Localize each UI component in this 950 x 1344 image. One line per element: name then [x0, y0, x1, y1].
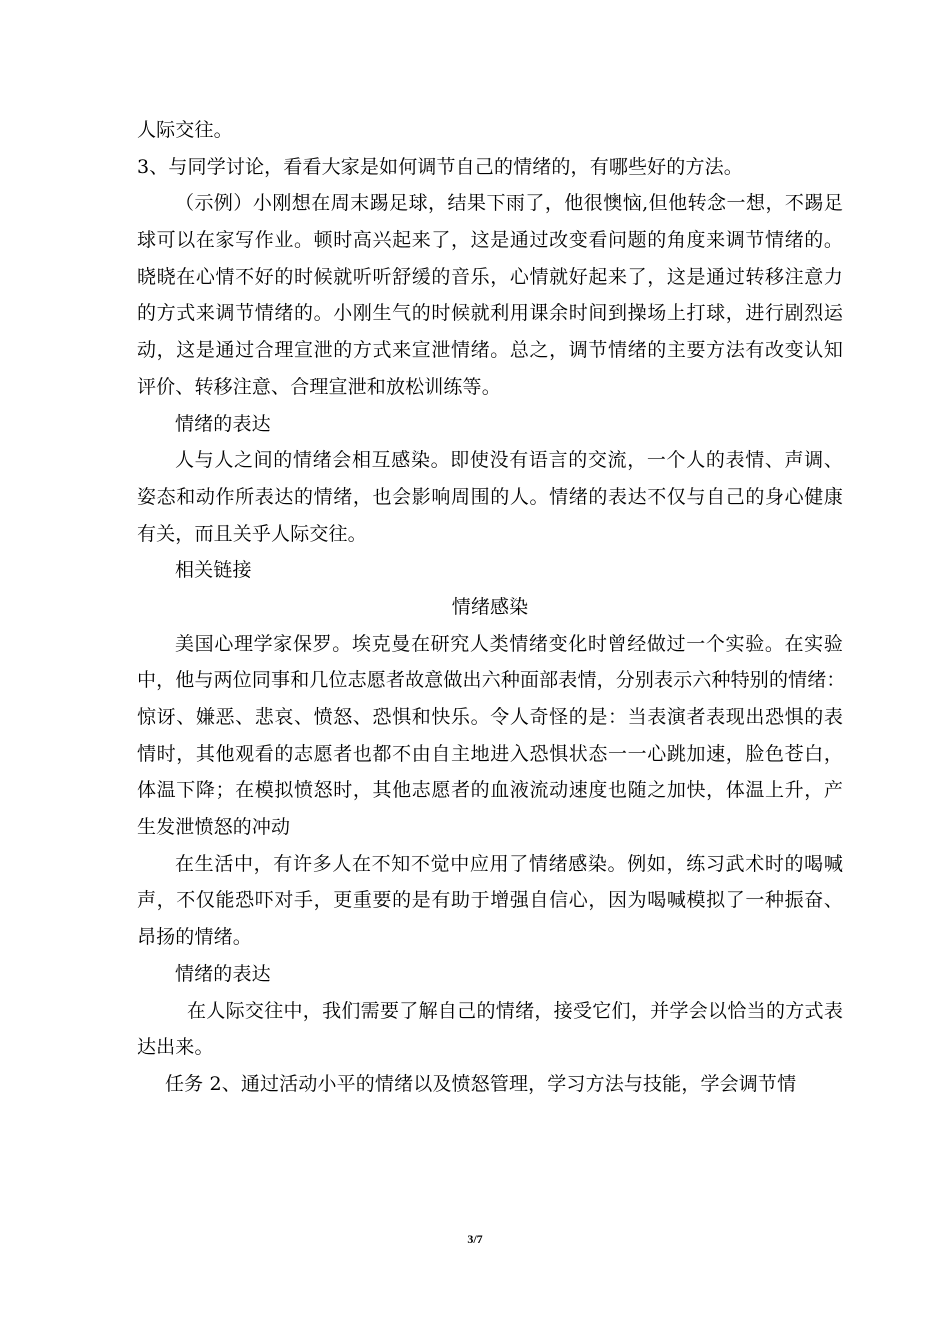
sidebar-title: 情绪感染 — [451, 595, 529, 618]
example-line: （示例）小刚想在周末踢足球，结果下雨了，他很懊恼,但他转念一想，不踢足 — [175, 192, 843, 215]
section-heading: 相关链接 — [175, 559, 252, 582]
example-line: 的方式来调节情绪的。小刚生气的时候就利用课余时间到操场上打球，进行剧烈运 — [137, 302, 843, 325]
paragraph-line: 中，他与两位同事和几位志愿者故意做出六种面部表情，分别表示六种特别的情绪： — [137, 669, 846, 692]
section-heading: 情绪的表达 — [175, 412, 271, 435]
task-line: 任务 2、通过活动小平的情绪以及愤怒管理，学习方法与技能，学会调节情 — [165, 1072, 797, 1095]
paragraph-line: 体温下降；在模拟愤怒时，其他志愿者的血液流动速度也随之加快，体温上升，产 — [137, 779, 843, 802]
example-line: 晓晓在心情不好的时候就听听舒缓的音乐，心情就好起来了，这是通过转移注意力 — [137, 265, 843, 288]
example-line: 动，这是通过合理宣泄的方式来宣泄情绪。总之，调节情绪的主要方法有改变认知 — [137, 339, 843, 362]
paragraph-line: 达出来。 — [137, 1036, 214, 1059]
page-number: 3/7 — [467, 1232, 483, 1246]
paragraph-line: 人际交往。 — [137, 119, 233, 141]
paragraph-line: 情时，其他观看的志愿者也都不由自主地进入恐惧状态一一心跳加速，脸色苍白， — [137, 742, 843, 765]
example-line: 评价、转移注意、合理宣泄和放松训练等。 — [137, 375, 501, 398]
paragraph-line: 人与人之间的情绪会相互感染。即使没有语言的交流，一个人的表情、声调、 — [175, 449, 843, 472]
example-line: 球可以在家写作业。顿时高兴起来了，这是通过改变看问题的角度来调节情绪的。 — [137, 229, 843, 252]
paragraph-line: 在人际交往中，我们需要了解自己的情绪，接受它们，并学会以恰当的方式表 — [187, 999, 843, 1022]
paragraph-line: 美国心理学家保罗。埃克曼在研究人类情绪变化时曾经做过一个实验。在实验 — [175, 632, 843, 655]
paragraph-line: 生发泄愤怒的冲动 — [137, 816, 291, 839]
paragraph-line: 姿态和动作所表达的情绪，也会影响周围的人。情绪的表达不仅与自己的身心健康 — [137, 485, 843, 508]
section-heading: 情绪的表达 — [175, 962, 271, 985]
paragraph-line: 有关，而且关乎人际交往。 — [137, 522, 367, 545]
document-body — [137, 112, 846, 1103]
paragraph-line: 昂扬的情绪。 — [137, 926, 252, 949]
paragraph-line: 声，不仅能恐吓对手，更重要的是有助于增强自信心，因为喝喊模拟了一种振奋、 — [137, 889, 843, 912]
paragraph-line: 在生活中，有许多人在不知不觉中应用了情绪感染。例如，练习武术时的喝喊 — [175, 852, 843, 875]
paragraph-line: 惊讶、嫌恶、悲哀、愤怒、恐惧和快乐。令人奇怪的是：当表演者表现出恐惧的表 — [137, 706, 843, 728]
question-line: 3、与同学讨论，看看大家是如何调节自己的情绪的，有哪些好的方法。 — [137, 155, 743, 178]
